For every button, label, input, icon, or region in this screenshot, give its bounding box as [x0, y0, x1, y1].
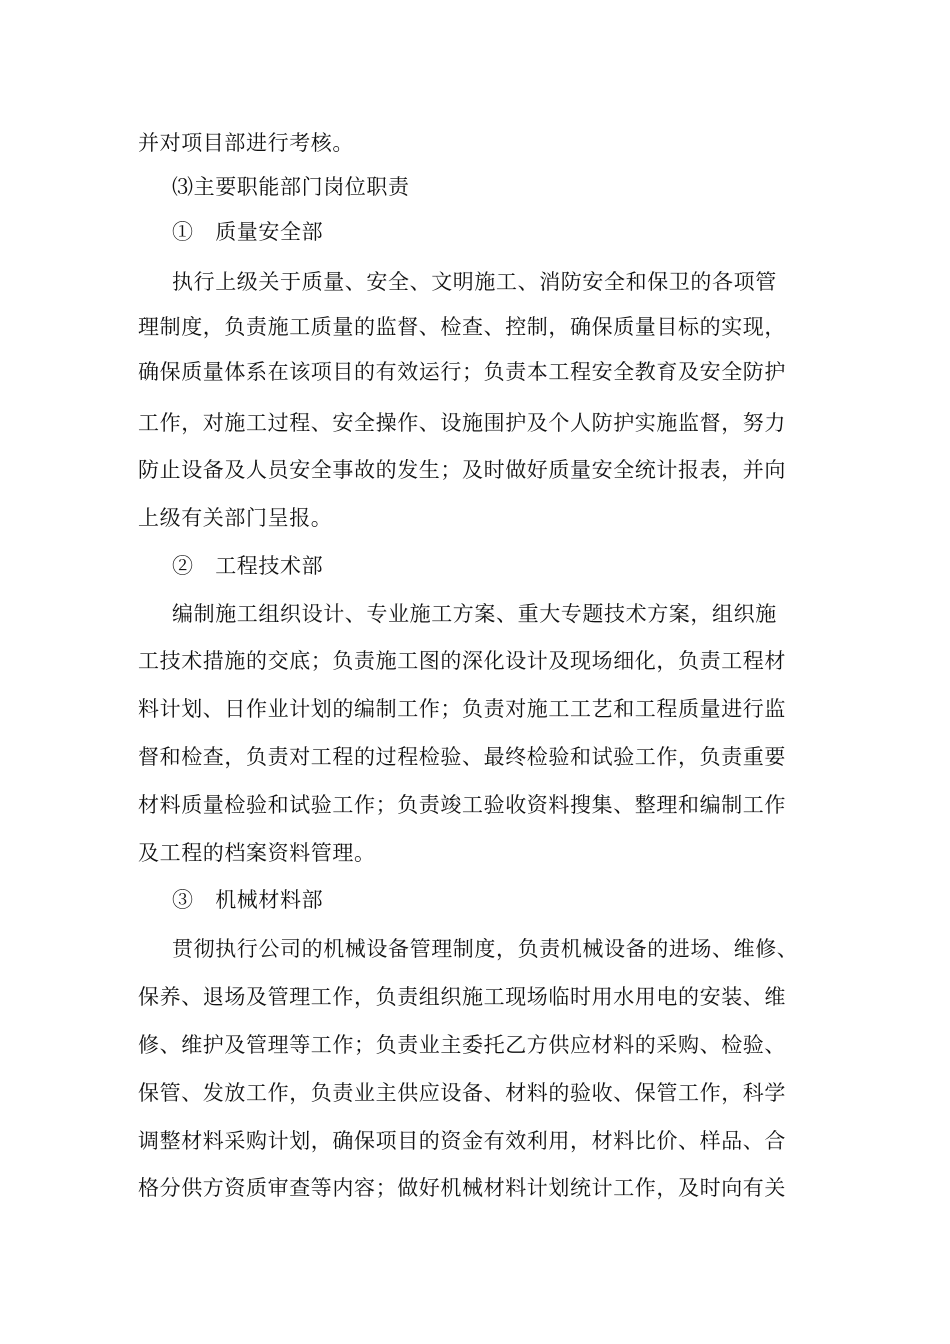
paragraph-line: 保养、退场及管理工作，负责组织施工现场临时用水用电的安装、维 [138, 985, 786, 1009]
paragraph-line: 保管、发放工作，负责业主供应设备、材料的验收、保管工作，科学 [138, 1081, 786, 1105]
paragraph-line: 上级有关部门呈报。 [138, 506, 333, 530]
paragraph-line: 工作，对施工过程、安全操作、设施围护及个人防护实施监督，努力 [138, 411, 786, 435]
subsection-heading-quality-safety: ① 质量安全部 [172, 220, 324, 244]
paragraph-line: 工技术措施的交底；负责施工图的深化设计及现场细化，负责工程材 [138, 649, 786, 673]
paragraph-line: 执行上级关于质量、安全、文明施工、消防安全和保卫的各项管 [172, 270, 777, 294]
paragraph-line: 及工程的档案资料管理。 [138, 841, 376, 865]
paragraph-line: 材料质量检验和试验工作；负责竣工验收资料搜集、整理和编制工作 [138, 793, 786, 817]
paragraph-line: 确保质量体系在该项目的有效运行；负责本工程安全教育及安全防护 [138, 360, 786, 384]
paragraph-line: 理制度，负责施工质量的监督、检查、控制，确保质量目标的实现， [138, 315, 786, 339]
section-heading: ⑶主要职能部门岗位职责 [172, 175, 410, 199]
paragraph-line: 防止设备及人员安全事故的发生；及时做好质量安全统计报表，并向 [138, 458, 786, 482]
paragraph-line: 并对项目部进行考核。 [138, 131, 354, 155]
paragraph-line: 修、维护及管理等工作；负责业主委托乙方供应材料的采购、检验、 [138, 1033, 786, 1057]
paragraph-line: 贯彻执行公司的机械设备管理制度，负责机械设备的进场、维修、 [172, 937, 799, 961]
paragraph-line: 督和检查，负责对工程的过程检验、最终检验和试验工作，负责重要 [138, 745, 786, 769]
paragraph-line: 编制施工组织设计、专业施工方案、重大专题技术方案，组织施 [172, 602, 777, 626]
subsection-heading-machinery-materials: ③ 机械材料部 [172, 888, 324, 912]
paragraph-line: 调整材料采购计划，确保项目的资金有效利用，材料比价、样品、合 [138, 1129, 786, 1153]
paragraph-line: 料计划、日作业计划的编制工作；负责对施工工艺和工程质量进行监 [138, 697, 786, 721]
paragraph-line: 格分供方资质审查等内容；做好机械材料计划统计工作，及时向有关 [138, 1176, 786, 1200]
subsection-heading-engineering-tech: ② 工程技术部 [172, 554, 324, 578]
